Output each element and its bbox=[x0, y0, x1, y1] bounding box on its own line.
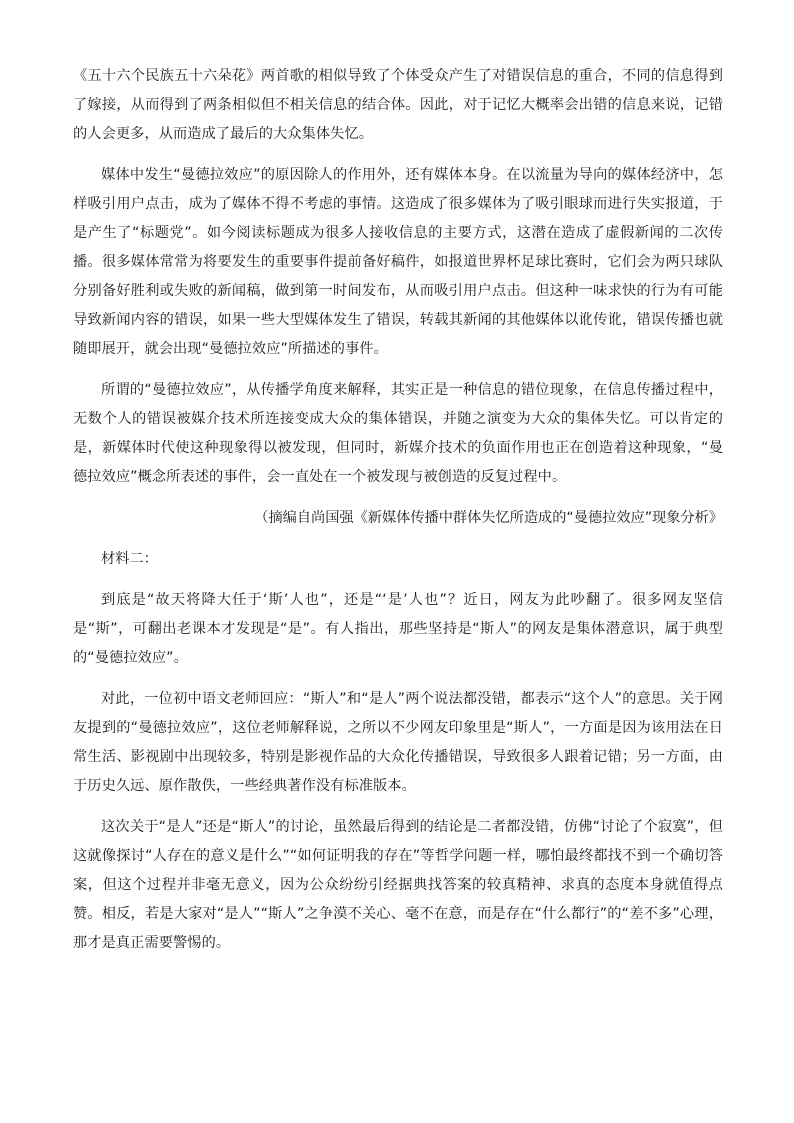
paragraph-teacher-response: 对此，一位初中语文老师回应：“斯人”和“是人”两个说法都没错，都表示“这个人”的意思。关于网友提到的“曼德拉效应”，这位老师解释说，之所以不少网友印象里是“斯人”，一方面是因为该用法在日常生活、影视剧中出现较多，特别是影视作品的大众化传播错误，导致很多人跟着记错；另一方面，由于历史久远、原作散佚，一些经典著作没有标准版本。 bbox=[73, 691, 723, 794]
document-page bbox=[73, 62, 723, 970]
paragraph-continuation: 《五十六个民族五十六朵花》两首歌的相似导致了个体受众产生了对错误信息的重合，不同的信息得到了嫁接，从而得到了两条相似但不相关信息的结合体。因此，对于记忆大概率会出错的信息来说，记错的人会更多，从而造成了最后的大众集体失忆。 bbox=[73, 68, 723, 142]
material-two-heading: 材料二： bbox=[101, 551, 158, 567]
paragraph-definition: 所谓的“曼德拉效应”，从传播学角度来解释，其实正是一种信息的错位现象，在信息传播过程中，无数个人的错误被媒介技术所连接变成大众的集体错误，并随之演变为大众的集体失忆。可以肯定的是，新媒体时代使这种现象得以被发现，但同时，新媒介技术的负面作用也正在创造着这种现象，“曼德拉效应”概念所表述的事件，会一直处在一个被发现与被创造的反复过程中。 bbox=[73, 382, 723, 485]
paragraph-debate: 到底是“故天将降大任于‘斯’人也”，还是“‘是’人也”？近日，网友为此吵翻了。很多网友坚信是“斯”，可翻出老课本才发现是“是”。有人指出，那些坚持是“斯人”的网友是集体潜意识，属于典型的“曼德拉效应”。 bbox=[73, 592, 723, 666]
source-citation: （摘编自尚国强《新媒体传播中群体失忆所造成的“曼德拉效应”现象分析》 bbox=[254, 510, 723, 526]
paragraph-media-cause: 媒体中发生“曼德拉效应”的原因除人的作用外，还有媒体本身。在以流量为导向的媒体经济中，怎样吸引用户点击，成为了媒体不得不考虑的事情。这造成了很多媒体为了吸引眼球而进行失实报道，于是产生了“标题党”。如今阅读标题成为很多人接收信息的主要方式，这潜在造成了虚假新闻的二次传播。很多媒体常常为将要发生的重要事件提前备好稿件，如报道世界杯足球比赛时，它们会为两只球队分别备好胜利或失败的新闻稿，做到第一时间发布，从而吸引用户点击。但这种一味求快的行为有可能导致新闻内容的错误，如果一些大型媒体发生了错误，转载其新闻的其他媒体以讹传讹，错误传播也就随即展开，就会出现“曼德拉效应”所描述的事件。 bbox=[73, 167, 723, 357]
paragraph-conclusion: 这次关于“是人”还是“斯人”的讨论，虽然最后得到的结论是二者都没错，仿佛“讨论了个寂寞”，但这就像探讨“人存在的意义是什么”“如何证明我的存在”等哲学问题一样，哪怕最终都找不到一个确切答案，但这个过程并非毫无意义，因为公众纷纷引经据典找答案的较真精神、求真的态度本身就值得点赞。相反，若是大家对“是人”“斯人”之争漠不关心、毫不在意，而是存在“什么都行”的“差不多”心理，那才是真正需要警惕的。 bbox=[73, 819, 723, 951]
